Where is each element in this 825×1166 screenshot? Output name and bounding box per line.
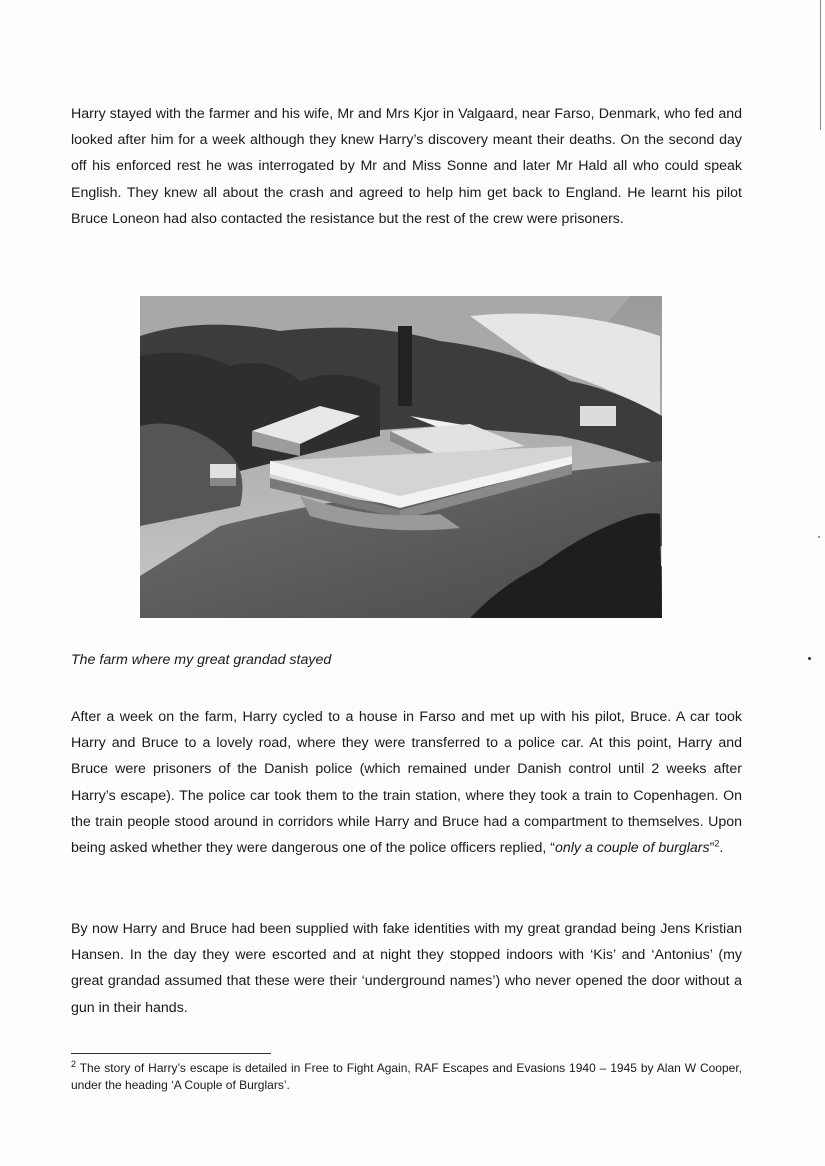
quote-close: ” [709,840,715,857]
paragraph-train-text: After a week on the farm, Harry cycled to a house in Farso and met up with his pilot, Bruce. A car took Harry and Bruce to a lovely road, where they were transferred to a police car. At this point, Harry and Bruce were prisoners of the Danish police (which remained under Danish control until 2 weeks after Harry’s escape). The police car took them to the train station, where they took a train to Copenhagen. On the train people stood around in corridors while Harry and Bruce had a compartment to themselves. Upon being asked whether they were dangerous one of the police officers replied, “ [71,709,742,857]
footnote-text: The story of Harry’s escape is detailed in Free to Fight Again, RAF Escapes and Evasions 1940 – 1945 by Alan W Cooper, under the heading ‘A Couple of Burglars’. [71,1061,742,1092]
paragraph-end-period: . [719,840,724,857]
quote-burglars: only a couple of burglars [555,840,710,857]
farm-aerial-photo [140,296,662,618]
scan-speck [818,536,820,538]
paragraph-fake-identities: By now Harry and Bruce had been supplied with fake identities with my great grandad being Jens Kristian Hansen. In the day they were escorted and at night they stopped indoors with ‘Kis’ and ‘Antonius’ (my great grandad assumed that these were their ‘underground names’) who never opened the door without a gun in their hands. [71,921,742,1016]
photo-caption: The farm where my great grandad stayed [71,652,332,668]
paragraph-train-journey [71,704,742,861]
footnote-separator [71,1053,271,1054]
scan-edge-line [820,0,821,130]
footnote-number: 2 [71,1059,77,1069]
footnote [71,1060,742,1094]
paragraph-farm-stay: Harry stayed with the farmer and his wife, Mr and Mrs Kjor in Valgaard, near Farso, Denmark, who fed and looked after him for a week although they knew Harry’s discovery meant their deaths. On the second day off his enforced rest he was interrogated by Mr and Miss Sonne and later Mr Hald all who could speak English. They knew all about the crash and agreed to help him get back to England. He learnt his pilot Bruce Loneon had also contacted the resistance but the rest of the crew were prisoners. [71,106,742,227]
footnote-reference: 2 [714,838,720,849]
scan-speck [808,657,811,660]
